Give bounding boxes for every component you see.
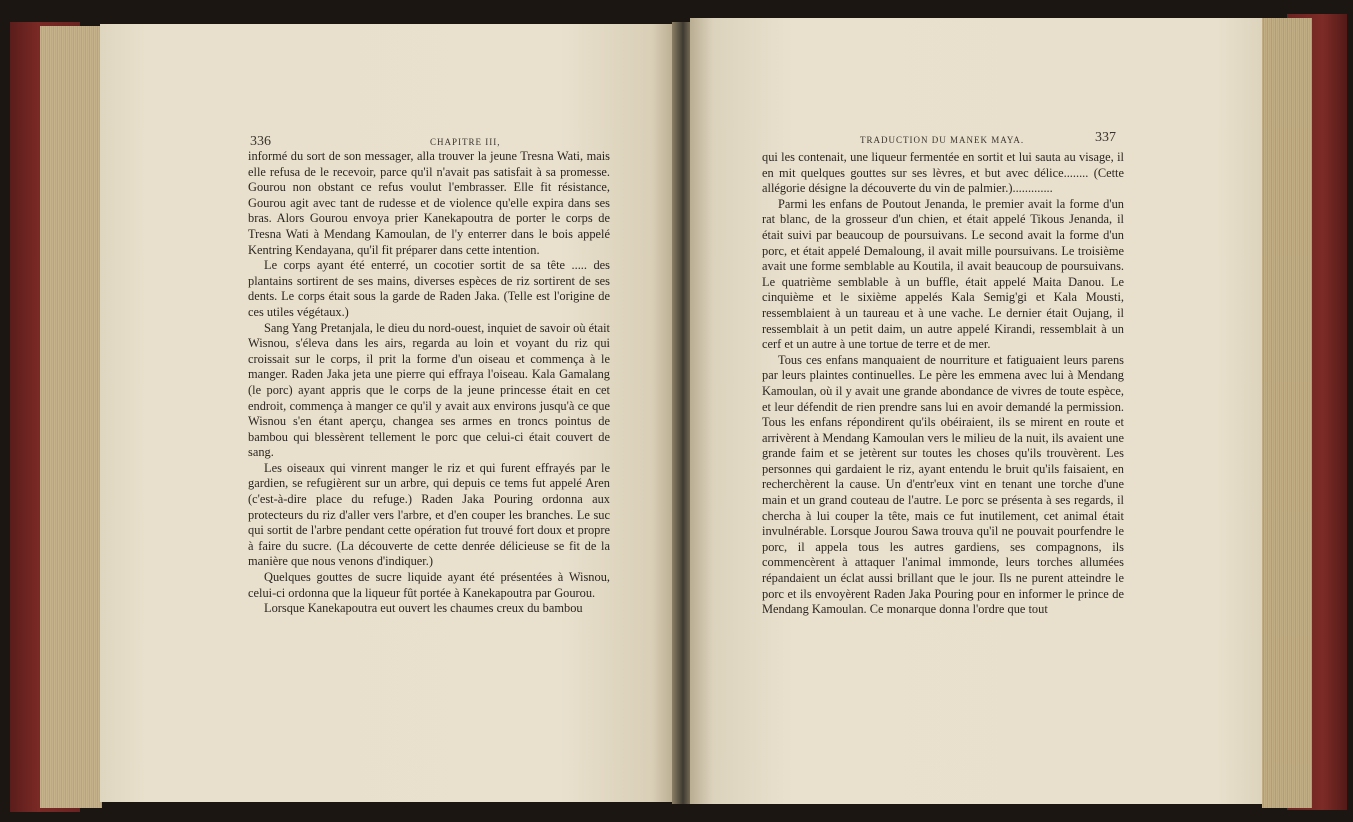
left-running-head: CHAPITRE III,	[430, 137, 501, 147]
paragraph: Sang Yang Pretanjala, le dieu du nord-ouest, inquiet de savoir où était Wisnou, s'éleva dans les airs, regarda au loin et voyant du riz qui croissait sur le corps, il prit la forme d'un oiseau et commença à le manger. Raden Jaka jeta une pierre qui effraya l'oiseau. Kala Gamalang (le porc) ayant appris que le corps de la jeune princesse était en cet endroit, commença à manger ce qu'il y avait aux environs jusqu'à ce que Wisnou s'en étant aperçu, changea ses armes en troncs pointus de bambou qui blessèrent tellement le porc que celui-ci était couvert de sang.	[248, 320, 610, 460]
left-page-edges	[40, 26, 102, 808]
paragraph: Tous ces enfans manquaient de nourriture et fatiguaient leurs parens par leurs plaintes continuelles. Le père les emmena avec lui à Mendang Kamoulan, où il y avait une grande abondance de vivres de toute espèce, et leur défendit de rien prendre sans lui en avoir demandé la permission. Tous les enfans répondirent qu'ils obéiraient, ils se mirent en route et arrivèrent à Mendang Kamoulan vers le milieu de la nuit, ils avaient une grande faim et se jetèrent sur toutes les choses qu'ils trouvèrent. Les personnes qui gardaient le riz, ayant entendu le bruit qu'ils faisaient, en recherchèrent la cause. Un d'entr'eux vint en tenant une torche d'une main et un grand couteau de l'autre. Le porc se présenta à ses regards, il chercha à lui couper la tête, mais ce fut inutilement, cet animal était invulnérable. Lorsque Jourou Sawa trouva qu'il ne pouvait pourfendre le porc, il appela tous les autres gardiens, ses compagnons, ils commencèrent à attaquer l'animal immonde, leurs torches allumées répandaient un éclat aussi brillant que le jour. Ils ne purent atteindre le porc et ils envoyèrent Raden Jaka Pouring pour en informer le prince de Mendang Kamoulan. Ce monarque donna l'ordre que tout	[762, 352, 1124, 617]
left-body-text	[248, 149, 610, 617]
paragraph: qui les contenait, une liqueur fermentée en sortit et lui sauta au visage, il en mit quelques gouttes sur ses lèvres, et but avec délice........ (Cette allégorie désigne la découverte du vin de palmier.).............	[762, 150, 1124, 196]
left-folio: 336	[250, 134, 271, 149]
left-page	[100, 24, 675, 802]
paragraph: Parmi les enfans de Poutout Jenanda, le premier avait la forme d'un rat blanc, de la grosseur d'un chien, et était appelé Tikous Jenanda, il était suivi par beaucoup de poursuivans. Le second avait la forme d'un porc, et était appelé Demaloung, il avait mille poursuivans. Le troisième avait une forme semblable au Koutila, il avait beaucoup de poursuivans. Le quatrième semblable à un buffle, était appelé Maita Danou. Le cinquième et le sixième appelés Kala Semig'gi et Kala Mousti, ressemblaient à un taureau et à une vache. Le dernier était Oujang, il ressemblait à un petit daim, un autre appelé Kirandi, ressemblait à un cerf et un autre à une tortue de terre et de mer.	[762, 196, 1124, 352]
right-folio: 337	[1095, 130, 1116, 145]
right-body-text	[762, 150, 1124, 618]
paragraph: Les oiseaux qui vinrent manger le riz et qui furent effrayés par le gardien, se refugièrent sur un arbre, qui depuis ce tems fut appelé Aren (c'est-à-dire place du refuge.) Raden Jaka Pouring ordonna aux protecteurs du riz d'aller vers l'arbre, et d'en couper les branches. Le suc qui sortit de l'arbre pendant cette opération fut trouvé fort doux et propre à faire du sucre. (La découverte de cette denrée délicieuse se fit de la manière que nous venons d'indiquer.)	[248, 460, 610, 569]
paragraph: Le corps ayant été enterré, un cocotier sortit de sa tête ..... des plantains sortirent de ses mains, diverses espèces de riz sortirent de ses dents. Le corps était sous la garde de Raden Jaka. (Telle est l'origine de ces utiles végétaux.)	[248, 258, 610, 319]
paragraph: informé du sort de son messager, alla trouver la jeune Tresna Wati, mais elle refusa de le recevoir, parce qu'il n'avait pas satisfait à sa promesse. Gourou non obstant ce refus voulut l'embrasser. Elle fit résistance, Gourou agit avec tant de rudesse et de violence qu'elle expira dans ses bras. Alors Gourou envoya prier Kanekapoutra de porter le corps de Tresna Wati à Mendang Kamoulan, de l'y enterrer dans le bois appelé Kentring Kendayana, qu'il fit préparer dans cette intention.	[248, 149, 610, 257]
paragraph: Lorsque Kanekapoutra eut ouvert les chaumes creux du bambou	[264, 601, 583, 616]
paragraph: Quelques gouttes de sucre liquide ayant été présentées à Wisnou, celui-ci ordonna que la liqueur fût portée à Kanekapoutra par Gourou.	[248, 570, 610, 600]
right-page-edges	[1262, 18, 1312, 808]
right-running-head: TRADUCTION DU MANEK MAYA.	[860, 135, 1025, 145]
right-page	[690, 18, 1262, 804]
